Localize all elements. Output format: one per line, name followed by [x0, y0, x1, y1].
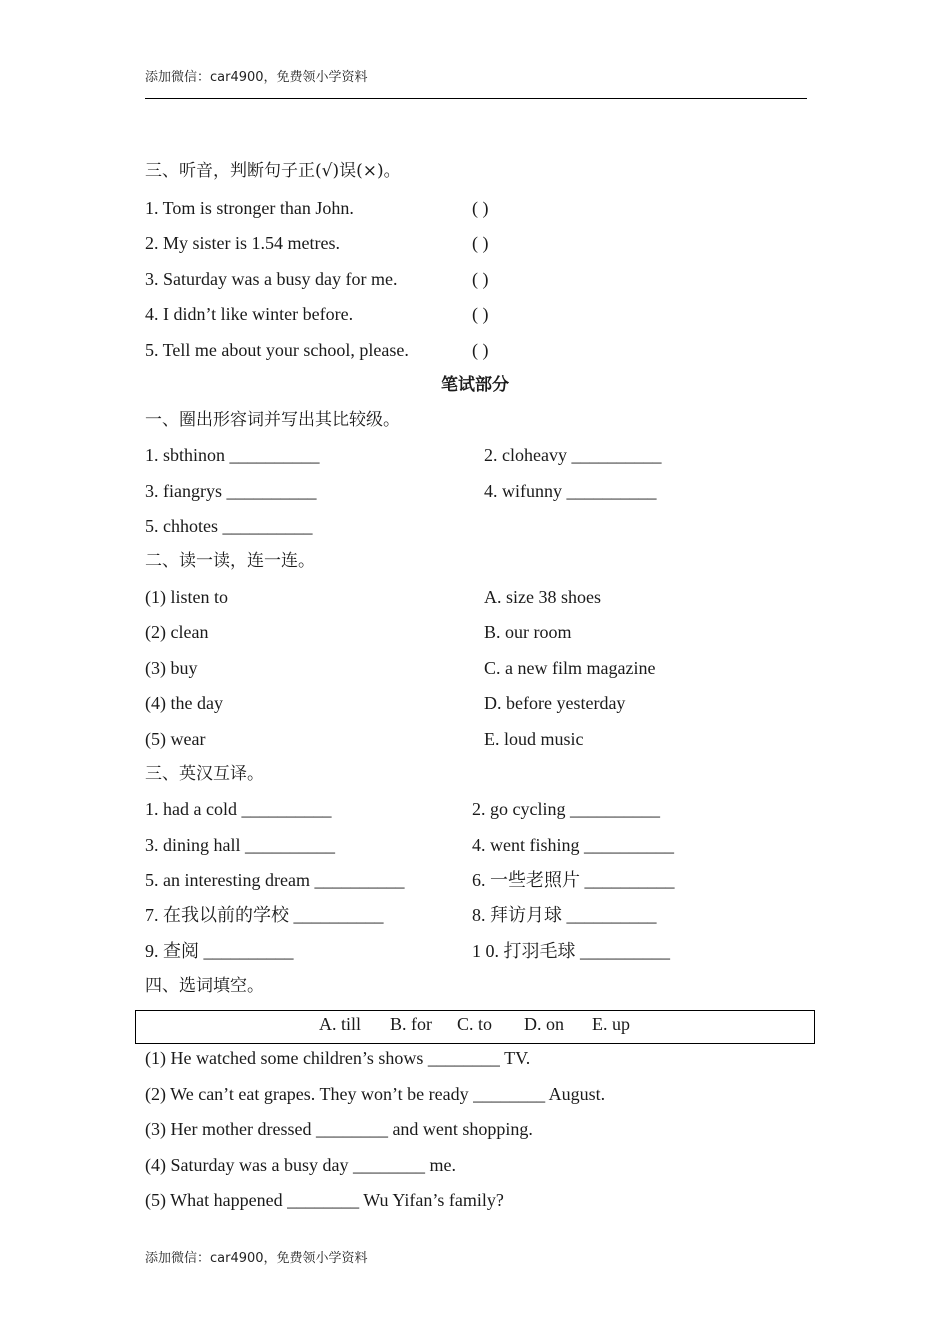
part3-heading: 三、英汉互译。: [145, 764, 264, 784]
translation-item: 3. dining hall __________: [145, 835, 335, 855]
fill-sentence: (3) Her mother dressed ________ and went shopping.: [145, 1119, 533, 1139]
part4-heading: 四、选词填空。: [145, 976, 264, 996]
written-section-title: 笔试部分: [441, 375, 509, 395]
answer-bracket: ( ): [472, 198, 489, 218]
answer-bracket: ( ): [472, 233, 489, 253]
header-rule: [145, 98, 807, 99]
fill-sentence: (2) We can’t eat grapes. They won’t be ready ________ August.: [145, 1084, 606, 1104]
translation-item: 6. 一些老照片 __________: [472, 870, 675, 890]
match-left-item: (4) the day: [145, 693, 223, 713]
match-right-item: B. our room: [484, 622, 572, 642]
match-left-item: (3) buy: [145, 658, 198, 678]
page-footer: 添加微信：car4900，免费领小学资料: [145, 1251, 368, 1266]
translation-item: 8. 拜访月球 __________: [472, 905, 657, 925]
answer-bracket: ( ): [472, 269, 489, 289]
translation-item: 4. went fishing __________: [472, 835, 674, 855]
translation-item: 7. 在我以前的学校 __________: [145, 905, 384, 925]
adjective-item: 2. cloheavy __________: [484, 445, 662, 465]
word-option: C. to: [457, 1014, 493, 1034]
fill-sentence: (4) Saturday was a busy day ________ me.: [145, 1155, 456, 1175]
adjective-item: 1. sbthinon __________: [145, 445, 320, 465]
listening-item: 3. Saturday was a busy day for me.: [145, 269, 398, 289]
page-header: 添加微信：car4900，免费领小学资料: [145, 70, 368, 85]
fill-sentence: (5) What happened ________ Wu Yifan’s family?: [145, 1190, 504, 1210]
translation-item: 9. 查阅 __________: [145, 941, 294, 961]
fill-sentence: (1) He watched some children’s shows ________ TV.: [145, 1048, 531, 1068]
word-option: B. for: [390, 1014, 432, 1034]
match-left-item: (1) listen to: [145, 587, 228, 607]
match-left-item: (5) wear: [145, 729, 206, 749]
answer-bracket: ( ): [472, 340, 489, 360]
word-option: D. on: [524, 1014, 564, 1034]
word-option: A. till: [319, 1014, 362, 1034]
adjective-item: 4. wifunny __________: [484, 481, 657, 501]
match-right-item: A. size 38 shoes: [484, 587, 601, 607]
part2-heading: 二、读一读，连一连。: [145, 551, 315, 571]
listening-item: 1. Tom is stronger than John.: [145, 198, 354, 218]
translation-item: 1. had a cold __________: [145, 799, 332, 819]
match-right-item: E. loud music: [484, 729, 584, 749]
listening-heading: 三、听音，判断句子正(√)误(×)。: [145, 161, 401, 181]
listening-item: 5. Tell me about your school, please.: [145, 340, 409, 360]
translation-item: 5. an interesting dream __________: [145, 870, 405, 890]
match-right-item: C. a new film magazine: [484, 658, 656, 678]
translation-item: 1 0. 打羽毛球 __________: [472, 941, 670, 961]
adjective-item: 5. chhotes __________: [145, 516, 313, 536]
translation-item: 2. go cycling __________: [472, 799, 660, 819]
listening-item: 2. My sister is 1.54 metres.: [145, 233, 340, 253]
part1-heading: 一、圈出形容词并写出其比较级。: [145, 410, 400, 430]
listening-item: 4. I didn’t like winter before.: [145, 304, 354, 324]
answer-bracket: ( ): [472, 304, 489, 324]
match-left-item: (2) clean: [145, 622, 209, 642]
adjective-item: 3. fiangrys __________: [145, 481, 317, 501]
word-option: E. up: [592, 1014, 630, 1034]
match-right-item: D. before yesterday: [484, 693, 626, 713]
